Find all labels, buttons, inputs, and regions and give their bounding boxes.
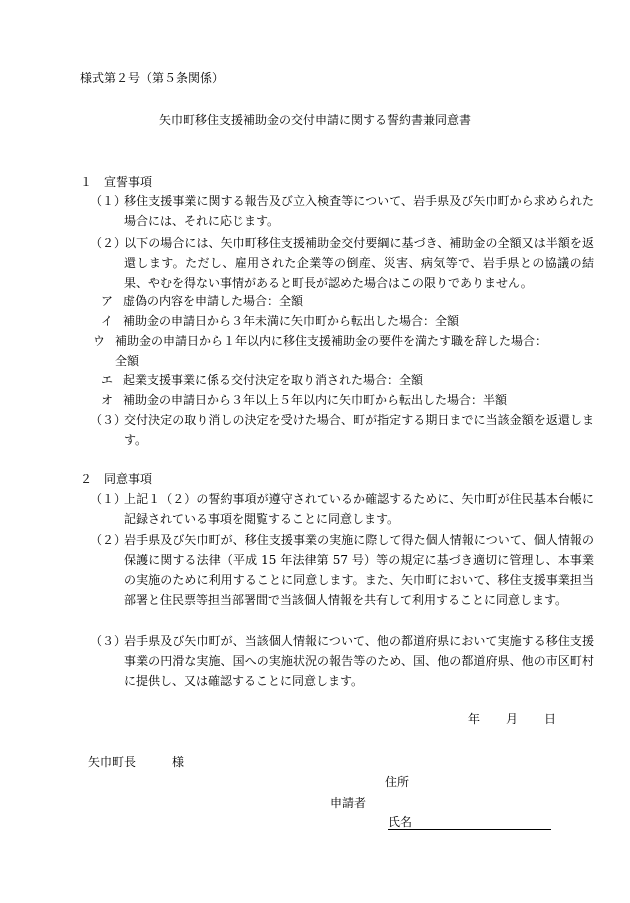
subitem-text: 虚偽の内容を申請した場合：全額 xyxy=(123,294,304,308)
section-heading-pledge: １ 宣誓事項 xyxy=(80,175,153,189)
consent-item-3 xyxy=(90,631,594,691)
applicant-label: 申請者 xyxy=(330,796,367,810)
subitem-text: 起業支援事業に係る交付決定を取り消された場合：全額 xyxy=(123,373,424,387)
item-text: 岩手県及び矢巾町が、移住支援事業の実施に際して得た個人情報について、個人情報の保護に関する法律（平成 15 年法律第 57 号）等の規定に基づき適切に管理し、本事業の実施のために利用することに同意します。また、矢巾町において、移住支援事業担当部署と住民票等担当部署間で当該個人情報を共有して利用することに同意します。 xyxy=(124,533,594,607)
document-title: 矢巾町移住支援補助金の交付申請に関する誓約書兼同意書 xyxy=(158,113,471,127)
item-number: （２） xyxy=(90,236,127,250)
pledge-subitem-u xyxy=(93,331,555,371)
subitem-marker: ア xyxy=(101,294,114,308)
address-label: 住所 xyxy=(385,775,410,789)
pledge-item-3 xyxy=(90,410,594,450)
subitem-marker: エ xyxy=(101,373,114,387)
date-line xyxy=(468,709,556,729)
subitem-text: 補助金の申請日から３年未満に矢巾町から転出した場合：全額 xyxy=(123,314,460,328)
subitem-text: 補助金の申請日から３年以上５年以内に矢巾町から転出した場合：半額 xyxy=(123,393,508,407)
name-label: 氏名 xyxy=(388,815,413,829)
pledge-subitem-a xyxy=(101,291,583,311)
item-text: 上記１（２）の誓約事項が遵守されているか確認するために、矢巾町が住民基本台帳に記録されている事項を閲覧することに同意します。 xyxy=(124,492,594,526)
subitem-text: 補助金の申請日から１年以内に移住支援補助金の要件を満たす職を辞した場合：全額 xyxy=(115,334,548,368)
subitem-marker: イ xyxy=(101,314,114,328)
form-number: 様式第２号（第５条関係） xyxy=(80,71,225,85)
addressee: 矢巾町長 様 xyxy=(88,755,185,769)
subitem-marker: ウ xyxy=(93,334,106,348)
date-year-label: 年 xyxy=(468,712,481,726)
pledge-subitem-e xyxy=(101,370,583,390)
name-underline xyxy=(388,829,551,830)
section-heading-consent: ２ 同意事項 xyxy=(80,472,153,486)
date-day-label: 日 xyxy=(544,712,557,726)
item-text: 岩手県及び矢巾町が、当該個人情報について、他の都道府県において実施する移住支援事業の円滑な実施、国への実施状況の報告等のため、国、他の都道府県、他の市区町村に提供し、又は確認することに同意します。 xyxy=(124,634,594,688)
item-text: 移住支援事業に関する報告及び立入検査等について、岩手県及び矢巾町から求められた場合には、それに応じます。 xyxy=(124,194,594,228)
item-number: （３） xyxy=(90,634,127,648)
item-number: （２） xyxy=(90,533,127,547)
consent-item-2 xyxy=(90,530,594,610)
consent-item-1 xyxy=(90,489,594,529)
item-text: 交付決定の取り消しの決定を受けた場合、町が指定する期日までに当該金額を返還します。 xyxy=(124,413,594,447)
item-text: 以下の場合には、矢巾町移住支援補助金交付要綱に基づき、補助金の全額又は半額を返還します。ただし、雇用された企業等の倒産、災害、病気等で、岩手県との協議の結果、やむを得ない事情があると町長が認めた場合はこの限りでありません。 xyxy=(124,236,594,290)
item-number: （１） xyxy=(90,194,127,208)
pledge-subitem-i xyxy=(101,311,583,331)
date-month-label: 月 xyxy=(506,712,519,726)
pledge-subitem-o xyxy=(101,390,583,410)
item-number: （３） xyxy=(90,413,127,427)
pledge-item-1 xyxy=(90,191,594,231)
item-number: （１） xyxy=(90,492,127,506)
subitem-marker: オ xyxy=(101,393,114,407)
pledge-item-2 xyxy=(90,233,594,293)
